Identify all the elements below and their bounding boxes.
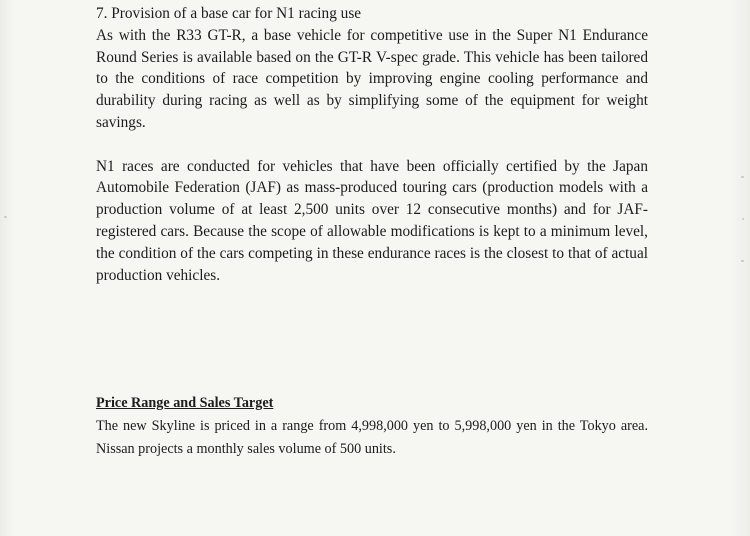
section-heading: 7. Provision of a base car for N1 racing use [96, 5, 362, 22]
price-range-heading: Price Range and Sales Target [96, 395, 274, 411]
scan-speck [742, 218, 744, 220]
paragraph-price: The new Skyline is priced in a range from 4,998,000 yen to 5,998,000 yen in the Tokyo area. Nissan projects a monthly sales volume of 500 units. [96, 418, 648, 457]
paragraph-base-vehicle: As with the R33 GT-R, a base vehicle for competitive use in the Super N1 Endurance Round Series is available based on the GT-R V-spec grade. This vehicle has been tailored to the conditions of race competition by improving engine cooling performance and durability during racing as well as by simplifying some of the equipment for weight savings. [96, 26, 648, 131]
paragraph-n1-races: N1 races are conducted for vehicles that have been officially certified by the Japan Automobile Federation (JAF) as mass-produced touring cars (production models with a production volume of at least 2,500 units over 12 consecutive months) and for JAF-registered cars. Because the scope of allowable modifications is kept to a minimum level, the condition of the cars competing in these endurance races is the closest to that of actual production vehicles. [96, 157, 648, 284]
scan-speck [4, 216, 7, 218]
scan-speck [741, 260, 744, 262]
n1-racing-section [96, 3, 648, 286]
price-sales-section [96, 394, 648, 461]
scan-speck [741, 176, 744, 178]
